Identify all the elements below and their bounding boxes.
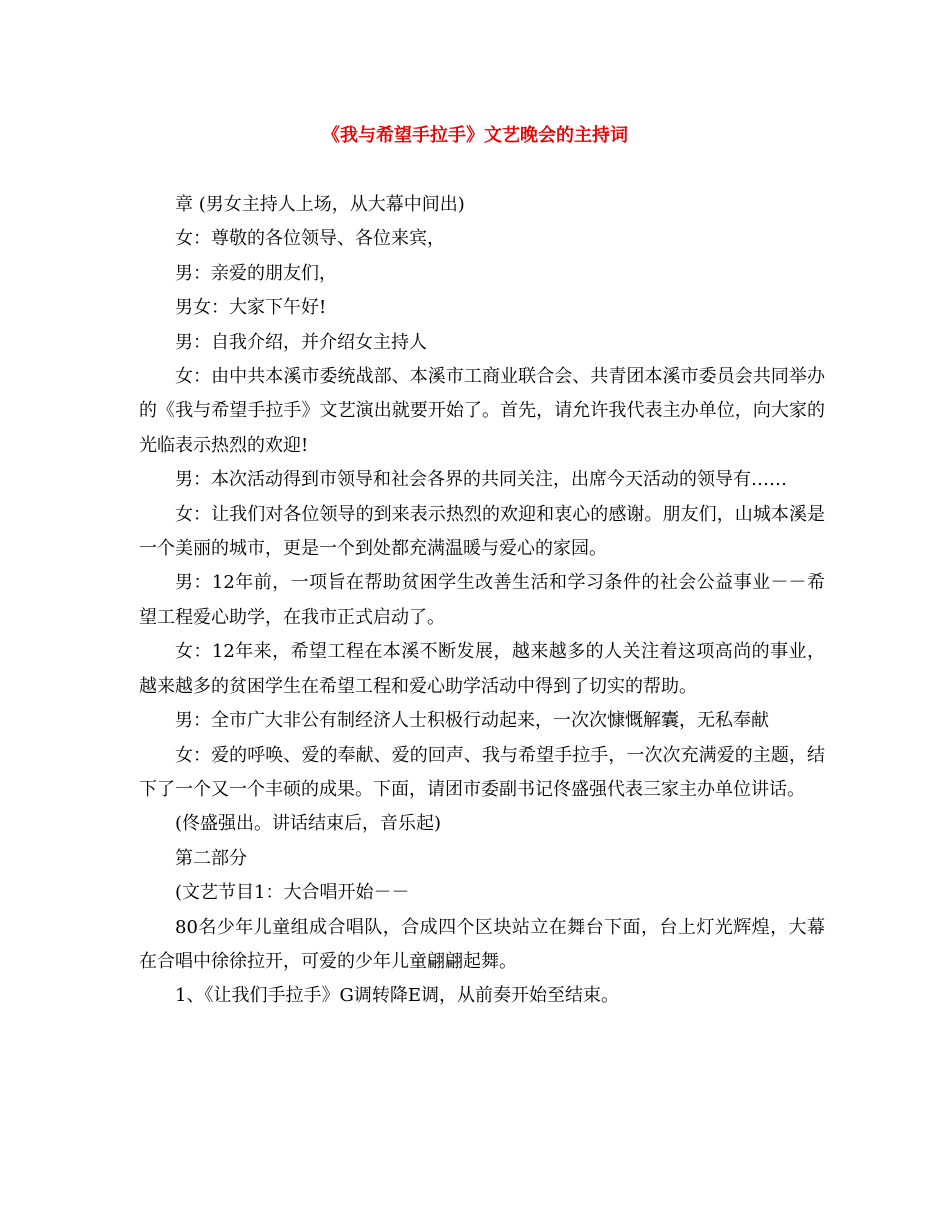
paragraph: 女：让我们对各位领导的到来表示热烈的欢迎和衷心的感谢。朋友们，山城本溪是一个美丽的城市，更是一个到处都充满温暖与爱心的家园。 — [139, 503, 825, 560]
paragraph: 男：自我介绍，并介绍女主持人 — [175, 331, 427, 353]
paragraph: 章 (男女主持人上场，从大幕中间出) — [175, 194, 465, 215]
paragraph: (文艺节目1：大合唱开始－－ — [175, 882, 410, 904]
paragraph: 男：12年前，一项旨在帮助贫困学生改善生活和学习条件的社会公益事业－－希望工程爱心助学，在我市正式启动了。 — [139, 572, 825, 628]
paragraph: 女：由中共本溪市委统战部、本溪市工商业联合会、共青团本溪市委员会共同举办的《我与希望手拉手》文艺演出就要开始了。首先，请允许我代表主办单位，向大家的光临表示热烈的欢迎! — [139, 366, 825, 456]
document-title: 《我与希望手拉手》文艺晚会的主持词 — [322, 125, 628, 146]
paragraph: 第二部分 — [175, 847, 247, 869]
paragraph: 女：12年来，希望工程在本溪不断发展，越来越多的人关注着这项高尚的事业，越来越多的贫困学生在希望工程和爱心助学活动中得到了切实的帮助。 — [139, 641, 825, 697]
paragraph: 80名少年儿童组成合唱队，合成四个区块站立在舞台下面，台上灯光辉煌，大幕在合唱中徐徐拉开，可爱的少年儿童翩翩起舞。 — [139, 916, 825, 972]
paragraph: 女：尊敬的各位领导、各位来宾， — [175, 228, 445, 250]
document-body — [139, 188, 825, 1014]
paragraph: (佟盛强出。讲话结束后，音乐起) — [175, 813, 442, 835]
paragraph: 男：全市广大非公有制经济人士积极行动起来，一次次慷慨解囊，无私奉献 — [175, 710, 769, 732]
paragraph: 男：本次活动得到市领导和社会各界的共同关注，出席今天活动的领导有…… — [175, 469, 787, 491]
paragraph: 男女：大家下午好! — [175, 297, 327, 319]
paragraph: 1、《让我们手拉手》G调转降E调，从前奏开始至结束。 — [175, 985, 619, 1007]
paragraph: 女：爱的呼唤、爱的奉献、爱的回声、我与希望手拉手，一次次充满爱的主题，结下了一个又一个丰硕的成果。下面，请团市委副书记佟盛强代表三家主办单位讲话。 — [139, 744, 825, 800]
paragraph: 男：亲爱的朋友们， — [175, 262, 337, 284]
